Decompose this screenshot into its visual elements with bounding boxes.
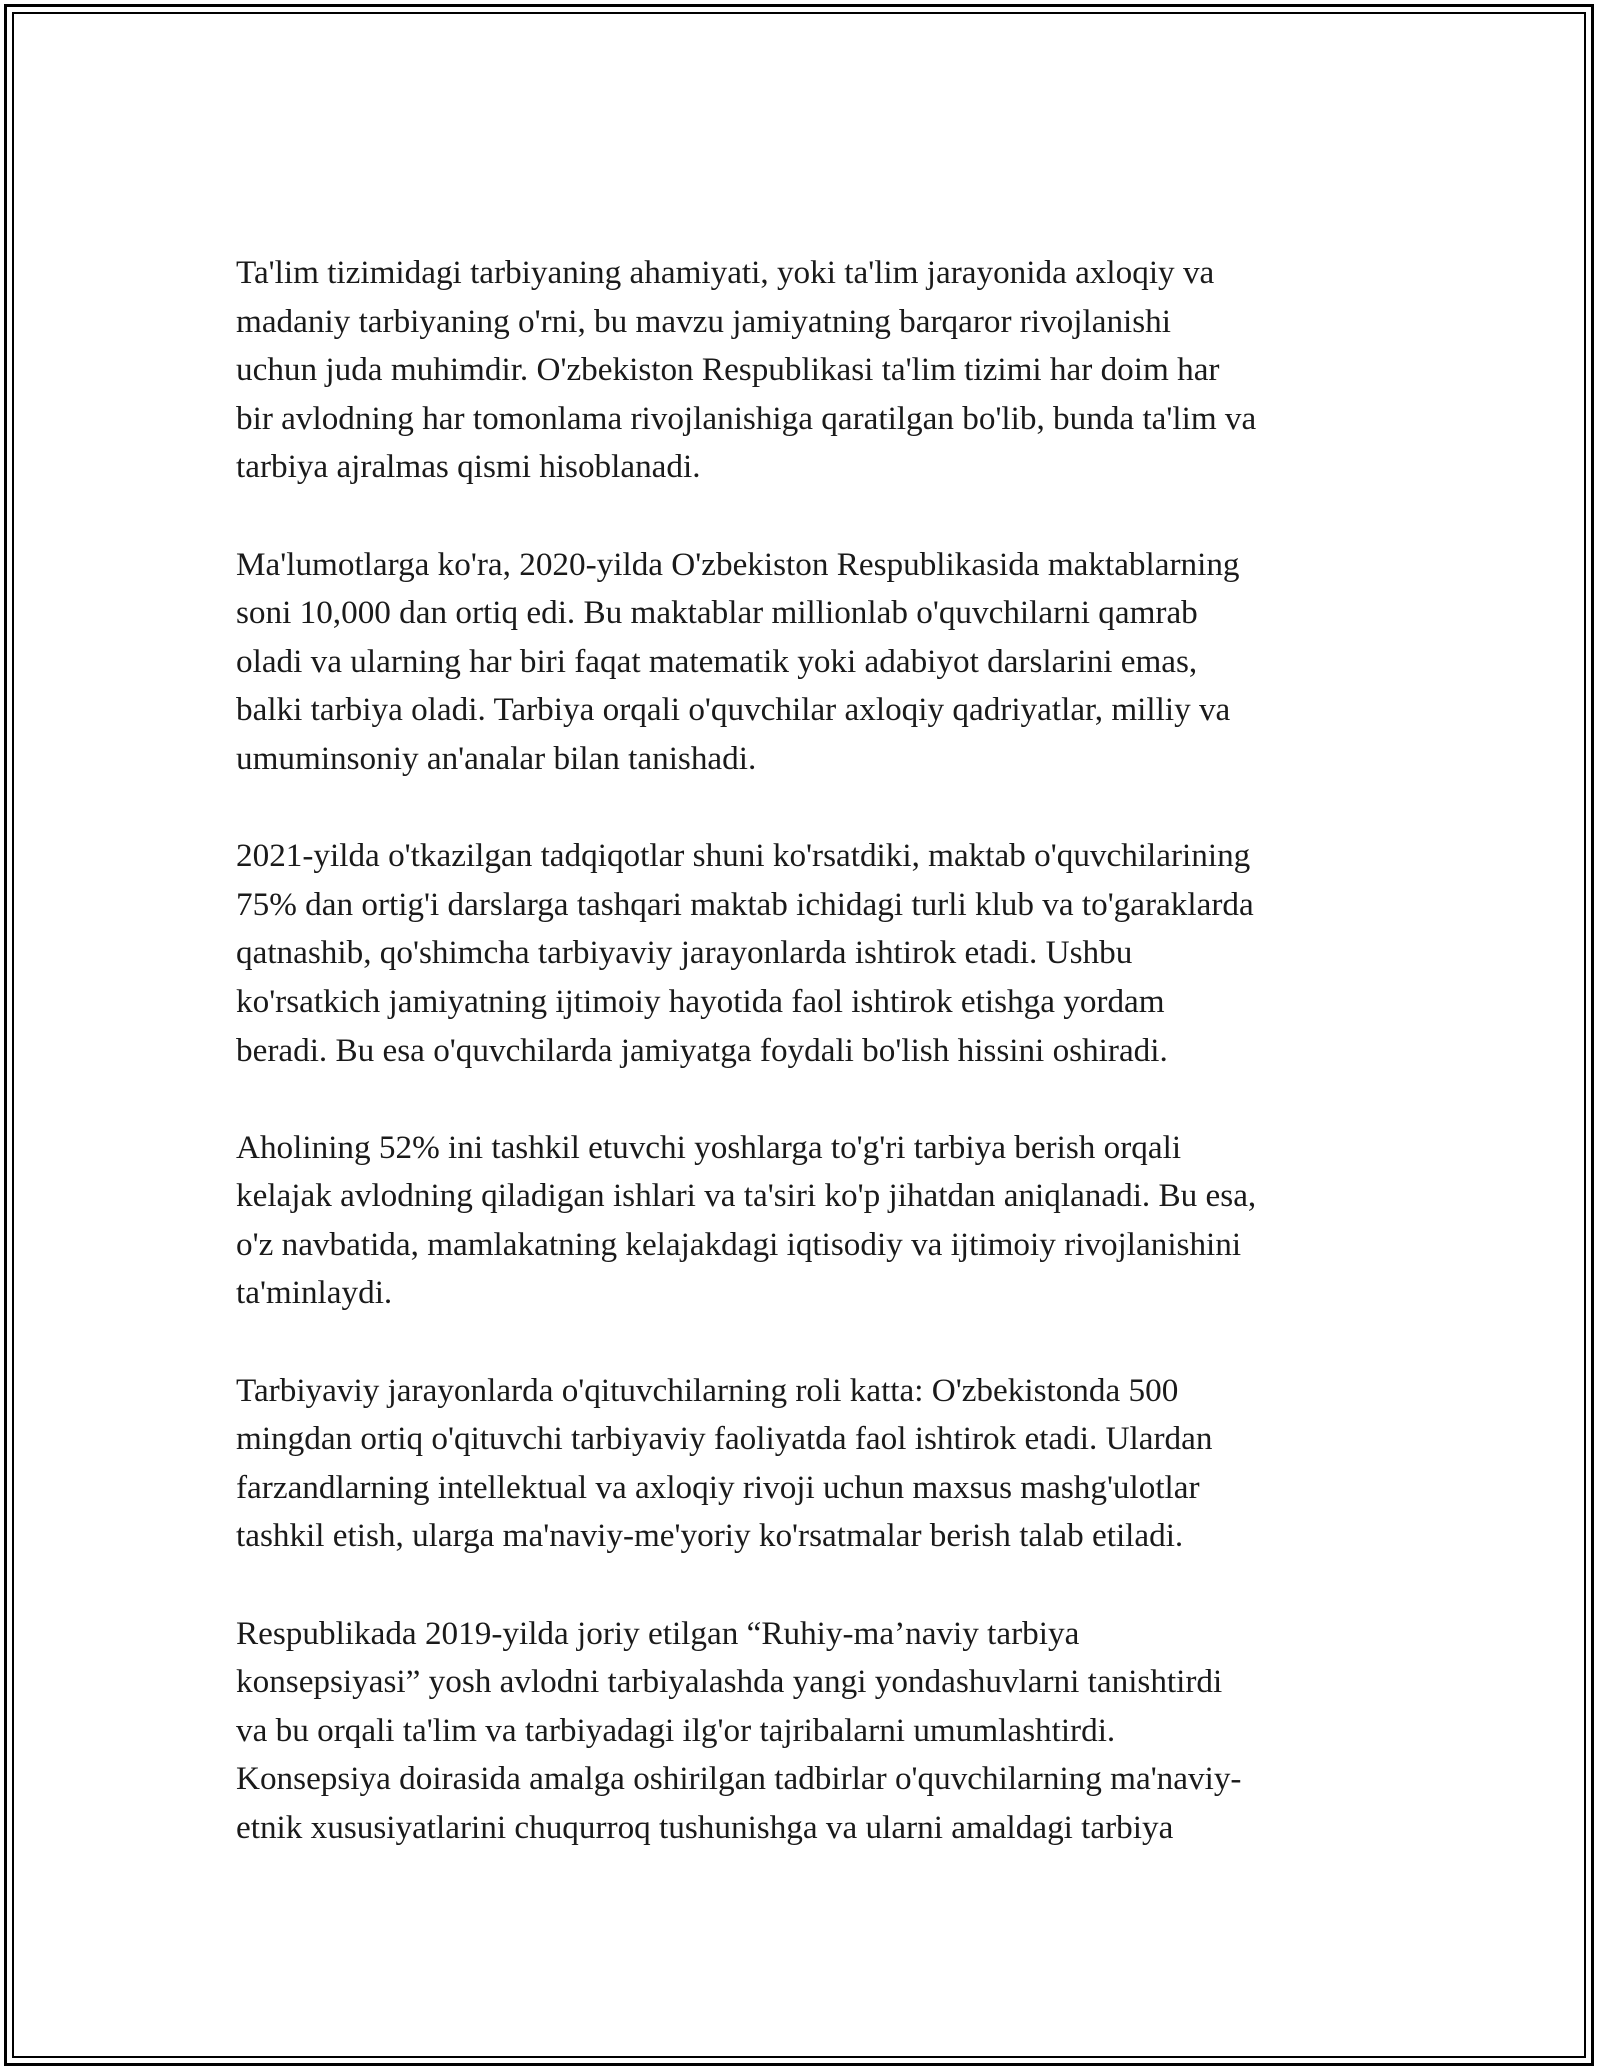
paragraph-5 <box>236 1367 1366 1561</box>
paragraph-line: Aholining 52% ini tashkil etuvchi yoshlarga to'g'ri tarbiya berish orqali <box>236 1128 1182 1166</box>
paragraph-line: Konsepsiya doirasida amalga oshirilgan tadbirlar o'quvchilarning ma'naviy- <box>236 1760 1242 1798</box>
document-body <box>236 249 1366 1901</box>
paragraph-line: tashkil etish, ularga ma'naviy-me'yoriy ko'rsatmalar berish talab etiladi. <box>236 1517 1184 1555</box>
paragraph-line: kelajak avlodning qiladigan ishlari va ta'siri ko'p jihatdan aniqlanadi. Bu esa, <box>236 1177 1257 1215</box>
paragraph-line: Ta'lim tizimidagi tarbiyaning ahamiyati, yoki ta'lim jarayonida axloqiy va <box>236 254 1215 291</box>
paragraph-line: bir avlodning har tomonlama rivojlanishiga qaratilgan bo'lib, bunda ta'lim va <box>236 399 1257 437</box>
paragraph-line: soni 10,000 dan ortiq edi. Bu maktablar millionlab o'quvchilarni qamrab <box>236 594 1198 632</box>
paragraph-3 <box>236 832 1366 1075</box>
paragraph-line: 2021-yilda o'tkazilgan tadqiqotlar shuni ko'rsatdiki, maktab o'quvchilarining <box>236 837 1251 875</box>
paragraph-line: beradi. Bu esa o'quvchilarda jamiyatga foydali bo'lish hissini oshiradi. <box>236 1031 1168 1069</box>
paragraph-line: o'z navbatida, mamlakatning kelajakdagi iqtisodiy va ijtimoiy rivojlanishini <box>236 1225 1242 1263</box>
paragraph-line: ko'rsatkich jamiyatning ijtimoiy hayotida faol ishtirok etishga yordam <box>236 982 1165 1020</box>
paragraph-6 <box>236 1610 1366 1853</box>
paragraph-2 <box>236 541 1366 784</box>
paragraph-line: 75% dan ortig'i darslarga tashqari maktab ichidagi turli klub va to'garaklarda <box>236 885 1254 923</box>
paragraph-line: etnik xususiyatlarini chuqurroq tushunishga va ularni amaldagi tarbiya <box>236 1809 1174 1846</box>
paragraph-line: farzandlarning intellektual va axloqiy rivoji uchun maxsus mashg'ulotlar <box>236 1468 1200 1506</box>
paragraph-line: Ma'lumotlarga ko'ra, 2020-yilda O'zbekiston Respublikasida maktablarning <box>236 545 1240 583</box>
paragraph-line: uchun juda muhimdir. O'zbekiston Respublikasi ta'lim tizimi har doim har <box>236 351 1220 389</box>
paragraph-line: qatnashib, qo'shimcha tarbiyaviy jarayonlarda ishtirok etadi. Ushbu <box>236 934 1133 972</box>
paragraph-line: mingdan ortiq o'qituvchi tarbiyaviy faoliyatda faol ishtirok etadi. Ulardan <box>236 1420 1213 1458</box>
paragraph-line: oladi va ularning har biri faqat matematik yoki adabiyot darslarini emas, <box>236 642 1198 680</box>
paragraph-line: Tarbiyaviy jarayonlarda o'qituvchilarning roli katta: O'zbekistonda 500 <box>236 1371 1179 1409</box>
paragraph-line: umuminsoniy an'analar bilan tanishadi. <box>236 739 757 777</box>
paragraph-line: konsepsiyasi” yosh avlodni tarbiyalashda yangi yondashuvlarni tanishtirdi <box>236 1663 1223 1701</box>
paragraph-line: madaniy tarbiyaning o'rni, bu mavzu jamiyatning barqaror rivojlanishi <box>236 302 1171 340</box>
paragraph-line: balki tarbiya oladi. Tarbiya orqali o'quvchilar axloqiy qadriyatlar, milliy va <box>236 691 1231 729</box>
paragraph-line: tarbiya ajralmas qismi hisoblanadi. <box>236 448 701 486</box>
paragraph-line: Respublikada 2019-yilda joriy etilgan “Ruhiy-ma’naviy tarbiya <box>236 1614 1080 1652</box>
paragraph-line: va bu orqali ta'lim va tarbiyadagi ilg'or tajribalarni umumlashtirdi. <box>236 1711 1116 1749</box>
paragraph-4 <box>236 1124 1366 1318</box>
paragraph-line: ta'minlaydi. <box>236 1274 393 1312</box>
paragraph-1 <box>236 249 1366 492</box>
